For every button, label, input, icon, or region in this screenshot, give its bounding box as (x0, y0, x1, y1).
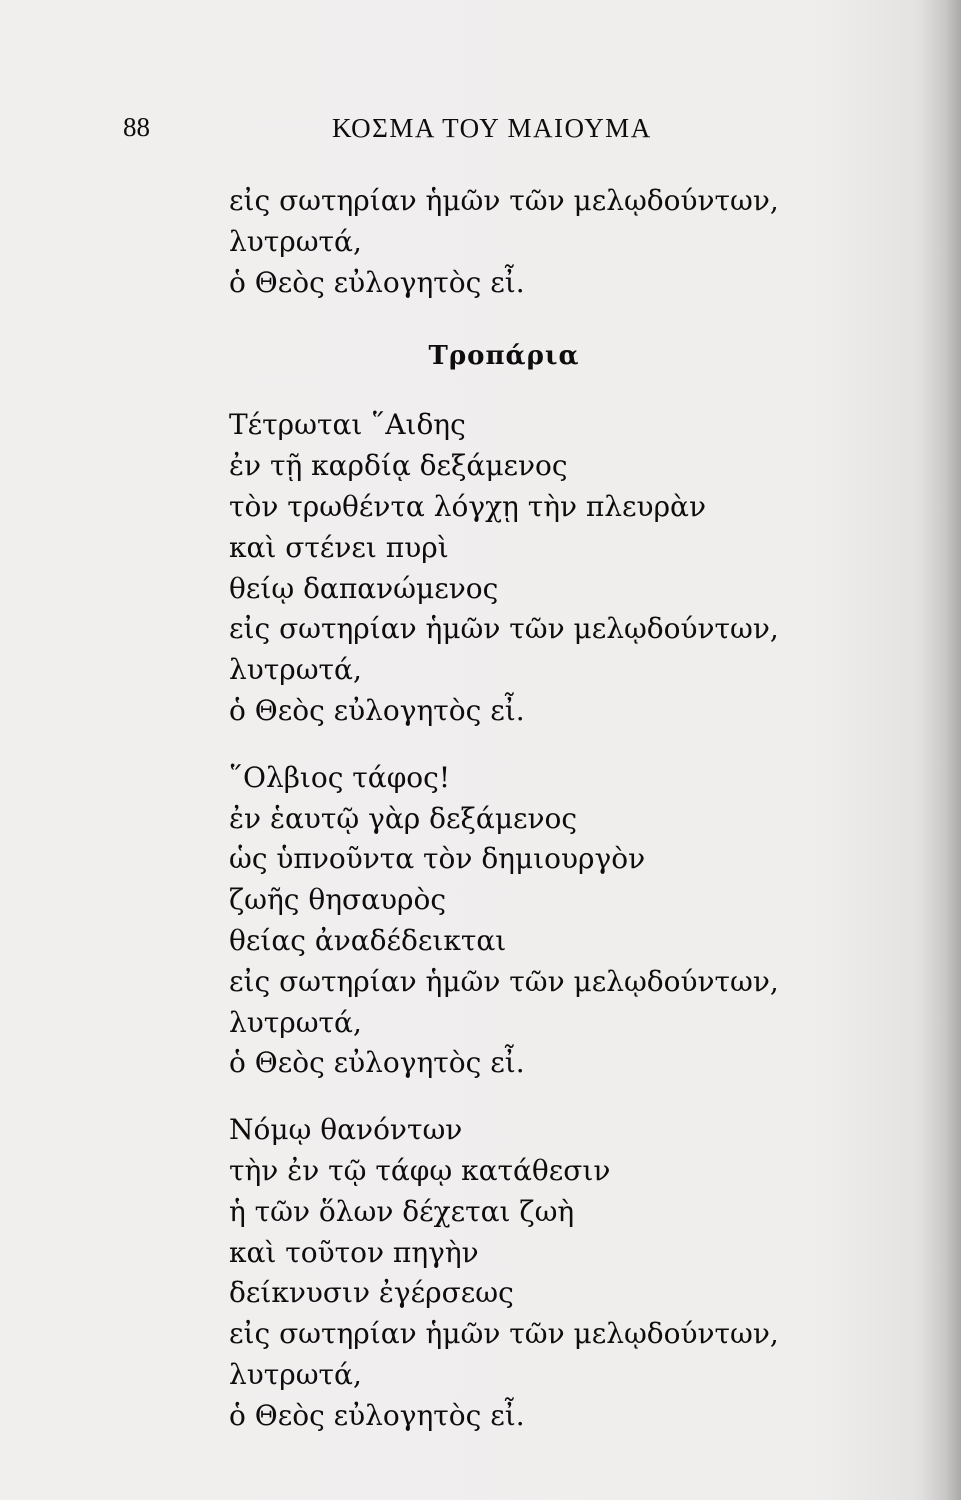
verse-line: ὡς ὑπνοῦντα τὸν δημιουργὸν (229, 842, 646, 876)
verse-line: λυτρωτά, (229, 1357, 362, 1391)
stanza-3 (229, 1110, 869, 1436)
verse-line: δείκνυσιν ἐγέρσεως (229, 1276, 514, 1310)
verse-line: ἐν ἑαυτῷ γὰρ δεξάμενος (229, 801, 578, 835)
verse-line: Τέτρωται ῞Αιδης (229, 408, 466, 442)
verse-line: ὁ Θεὸς εὐλογητὸς εἶ. (229, 1046, 525, 1080)
verse-line: λυτρωτά, (229, 224, 362, 258)
verse-line: τὴν ἐν τῷ τάφῳ κατάθεσιν (229, 1153, 611, 1187)
verse-line: καὶ στένει πυρὶ (229, 530, 449, 564)
verse-line: ὁ Θεὸς εὐλογητὸς εἶ. (229, 265, 525, 299)
verse-line: θείας ἀναδέδεικται (229, 923, 507, 957)
stanza-gap (229, 1084, 869, 1110)
verse-line: ὁ Θεὸς εὐλογητὸς εἶ. (229, 1398, 525, 1432)
verse-line: εἰς σωτηρίαν ἡμῶν τῶν μελῳδούντων, (229, 612, 779, 646)
stanza-1 (229, 405, 869, 731)
verse-line: ζωῆς θησαυρὸς (229, 883, 447, 917)
page-edge-shadow (921, 0, 961, 1500)
section-title: Τροπάρια (428, 341, 580, 372)
hymn-text (229, 181, 869, 1437)
verse-line: εἰς σωτηρίαν ἡμῶν τῶν μελῳδούντων, (229, 1317, 779, 1351)
verse-line: τὸν τρωθέντα λόγχῃ τὴν πλευρὰν (229, 489, 706, 523)
verse-line: ἐν τῇ καρδίᾳ δεξάμενος (229, 449, 568, 483)
verse-line: εἰς σωτηρίαν ἡμῶν τῶν μελῳδούντων, (229, 964, 779, 998)
stanza-2 (229, 758, 869, 1084)
running-head: ΚΟΣΜΑ ΤΟΥ ΜΑΙΟΥΜΑ (332, 113, 652, 143)
verse-line: θείῳ δαπανώμενος (229, 571, 499, 605)
verse-line: Νόμῳ θανόντων (229, 1113, 463, 1147)
verse-line: λυτρωτά, (229, 1005, 362, 1039)
verse-line: εἰς σωτηρίαν ἡμῶν τῶν μελῳδούντων, (229, 184, 779, 217)
opening-stanza (229, 181, 869, 303)
verse-line: ἡ τῶν ὅλων δέχεται ζωὴ (229, 1194, 575, 1228)
verse-line: λυτρωτά, (229, 653, 362, 687)
verse-line: ῞Ολβιος τάφος! (229, 760, 451, 794)
verse-line: ὁ Θεὸς εὐλογητὸς εἶ. (229, 693, 525, 727)
verse-line: καὶ τοῦτον πηγὴν (229, 1235, 479, 1269)
stanza-gap (229, 732, 869, 758)
page-number: 88 (123, 112, 150, 142)
